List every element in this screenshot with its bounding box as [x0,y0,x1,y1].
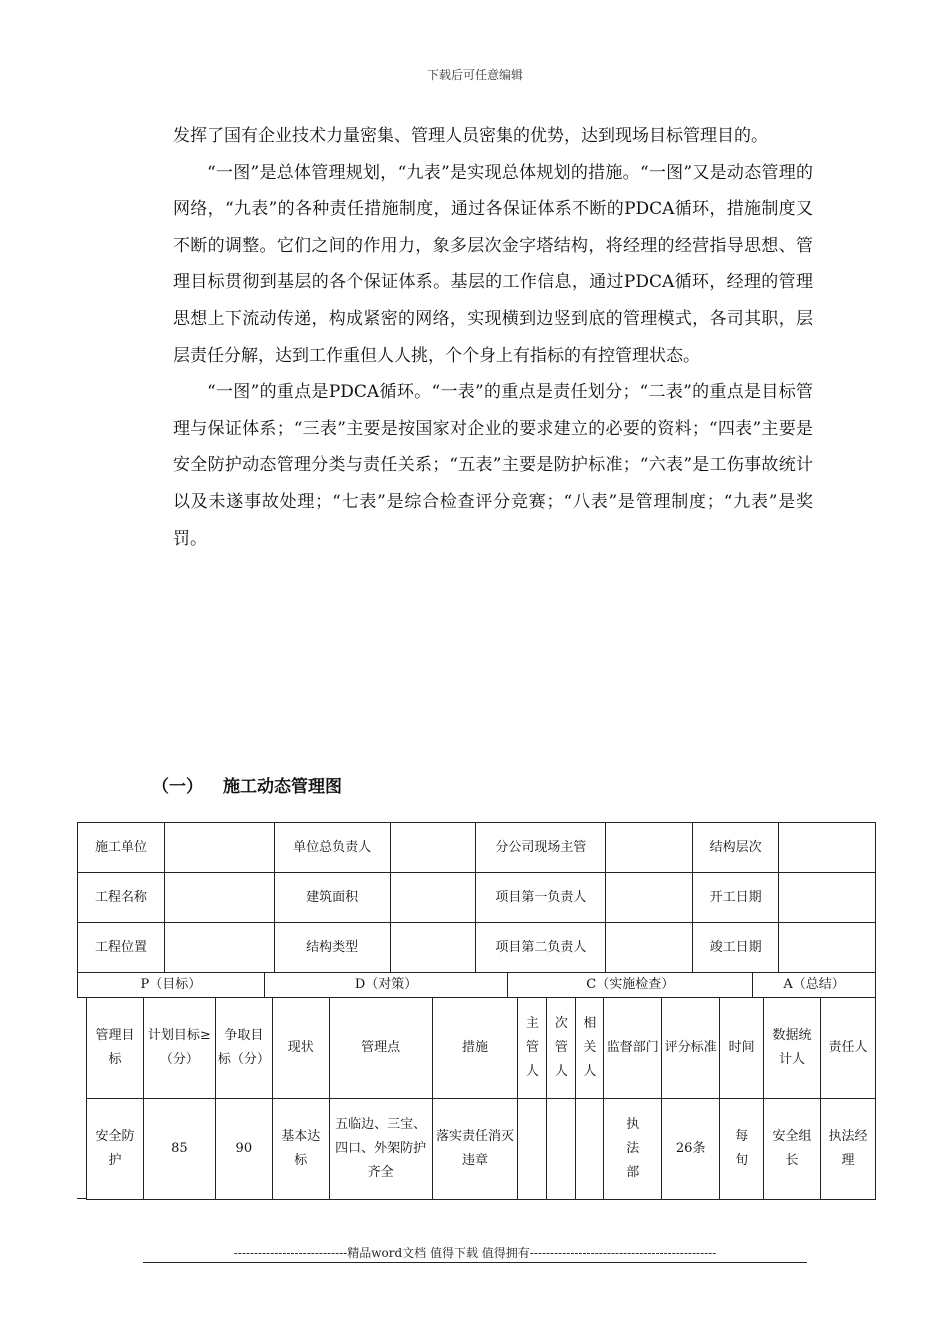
table-cell: 分公司现场主管 [476,823,606,873]
table-cell [779,873,876,923]
table-row [78,923,876,973]
table-cell [390,923,476,973]
header-management-goal: 管理目标 [87,998,144,1099]
section-heading: 施工动态管理图 [223,777,342,797]
table-cell: 安全防护 [87,1099,144,1200]
table-cell: 工程位置 [78,923,165,973]
table-cell [779,923,876,973]
table-cell: 落实责任消灭违章 [432,1099,518,1200]
table-cell: 项目第一负责人 [476,873,606,923]
management-table [86,997,876,1200]
table-cell: 项目第二负责人 [476,923,606,973]
table-cell: 结构类型 [274,923,390,973]
header-main-manager: 主管人 [518,998,547,1099]
table-cell: 基本达标 [272,1099,329,1200]
table-cell: 85 [143,1099,215,1200]
table-row [87,1099,876,1200]
table-cell [576,1099,604,1200]
table-cell [779,823,876,873]
header-related-person: 相关人 [576,998,604,1099]
header-data-statistician: 数据统计人 [764,998,821,1099]
pdca-plan: P（目标） [78,973,265,998]
paragraph-1: 发挥了国有企业技术力量密集、管理人员密集的优势，达到现场目标管理目的。 [173,126,768,146]
table-cell [606,823,693,873]
table-cell: 安全组长 [764,1099,821,1200]
header-supervising-dept: 监督部门 [604,998,662,1099]
table-cell [547,1099,576,1200]
table-cell [164,823,274,873]
table-cell: 五临边、三宝、四口、外架防护齐全 [329,1099,432,1200]
table-cell: 结构层次 [693,823,779,873]
table-cell: 每旬 [720,1099,764,1200]
table-cell: 26条 [662,1099,720,1200]
table-cell: 执法经理 [820,1099,875,1200]
footer-text: ----------------------------精品word文档 值得下载 值得拥有---------------------------------------------- [233,1246,717,1260]
header-responsible-person: 责任人 [820,998,875,1099]
paragraph-2: “一图”是总体管理规划，“九表”是实现总体规划的措施。“一图”又是动态管理的网络，“九表”的各种责任措施制度，通过各保证体系不断的PDCA循环，措施制度又不断的调整。它们之间的作用力，象多层次金字塔结构，将经理的经营指导思想、管理目标贯彻到基层的各个保证体系。基层的工作信息，通过PDCA循环，经理的管理思想上下流动传递，构成紧密的网络，实现横到边竖到底的管理模式，各司其职，层层责任分解，达到工作重但人人挑，个个身上有指标的有控管理状态。 [173,162,813,366]
header-control-point: 管理点 [329,998,432,1099]
table-cell: 单位总负责人 [274,823,390,873]
table-cell [606,873,693,923]
table-cell: 90 [215,1099,272,1200]
header-measures: 措施 [432,998,518,1099]
table-cell: 建筑面积 [274,873,390,923]
paragraph-3: “一图”的重点是PDCA循环。“一表”的重点是责任划分；“二表”的重点是目标管理与保证体系；“三表”主要是按国家对企业的要求建立的必要的资料；“四表”主要是安全防护动态管理分类与责任关系；“五表”主要是防护标准；“六表”是工伤事故统计以及未遂事故处理；“七表”是综合检查评分竞赛；“八表”是管理制度；“九表”是奖罚。 [173,382,813,549]
table-cell [164,923,274,973]
header-scoring-standard: 评分标准 [662,998,720,1099]
table-cell: 竣工日期 [693,923,779,973]
header-planned-goal: 计划目标≥（分） [143,998,215,1099]
table-row [78,973,876,998]
pdca-header-table [77,972,876,998]
project-info-table [77,822,876,973]
section-title [152,772,342,797]
table-cell: 开工日期 [693,873,779,923]
table-cell [518,1099,547,1200]
pdca-do: D（对策） [264,973,508,998]
table-cell [606,923,693,973]
header-deputy-manager: 次管人 [547,998,576,1099]
header-status: 现状 [272,998,329,1099]
body-text [173,118,813,557]
table-cell [390,873,476,923]
table-edge-line [77,1198,87,1199]
table-cell [164,873,274,923]
table-row [78,873,876,923]
section-number: （一） [152,777,203,797]
table-cell: 执法部 [604,1099,662,1200]
table-cell: 工程名称 [78,873,165,923]
table-row [78,823,876,873]
table-cell: 施工单位 [78,823,165,873]
table-header-row [87,998,876,1099]
footer-rule [143,1262,807,1263]
table-cell [390,823,476,873]
pdca-act: A（总结） [753,973,876,998]
header-target-goal: 争取目标（分） [215,998,272,1099]
pdca-check: C（实施检查） [508,973,753,998]
header-time: 时间 [720,998,764,1099]
header-note: 下载后可任意编辑 [426,68,523,82]
